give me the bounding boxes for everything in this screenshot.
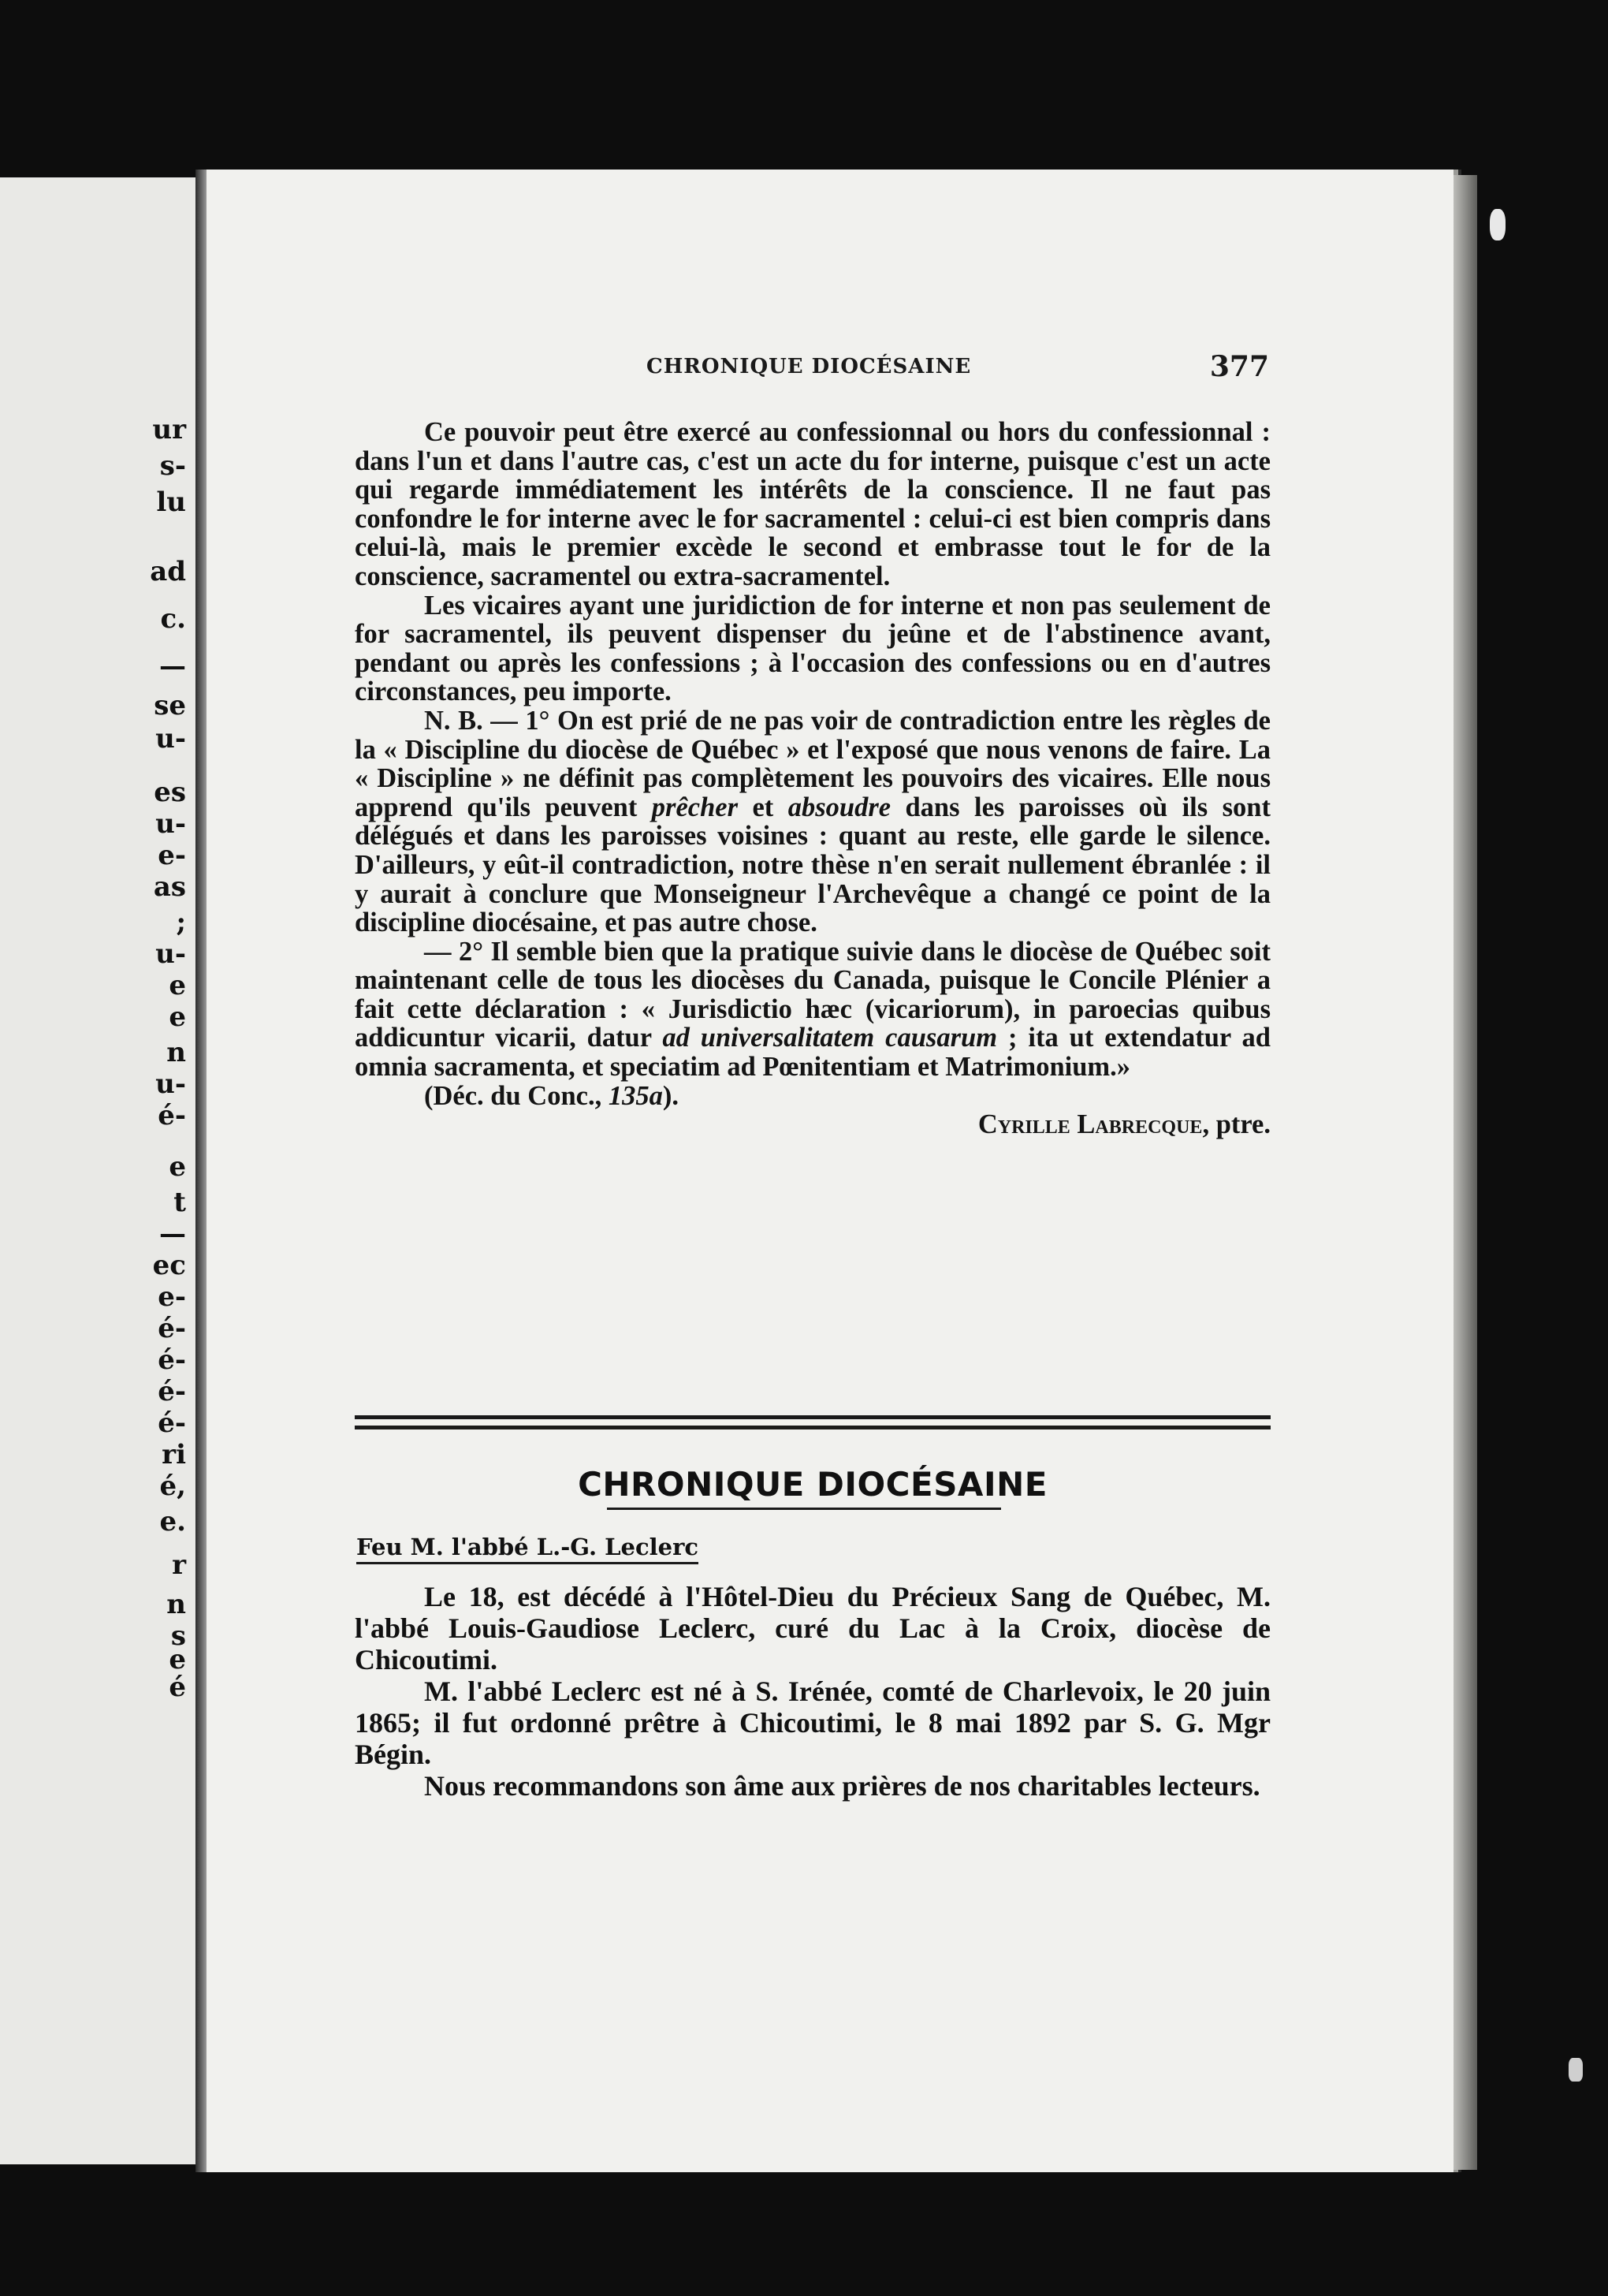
left-page-fragment: e — [169, 1151, 186, 1183]
nb-paragraph-2 — [355, 937, 1271, 1082]
left-page-fragment: ur — [152, 414, 186, 445]
left-page-fragment: se — [154, 690, 186, 721]
left-page-fragment: n — [166, 1037, 186, 1068]
article-body — [355, 418, 1271, 1139]
signature-name: Cyrille Labrecque — [977, 1109, 1203, 1140]
left-page-fragment: é- — [158, 1407, 186, 1439]
page-edge — [1454, 175, 1477, 2170]
nb2-text: ; ita ut extendatur ad omnia sacramenta, et speciatim ad Pœnitentiam et Matrimonium.» — [355, 1023, 1271, 1083]
obituary-body — [355, 1581, 1271, 1802]
left-page-fragment: u- — [155, 1068, 186, 1100]
left-page-fragment: — — [159, 650, 186, 682]
left-page-fragment: lu — [156, 486, 186, 518]
running-head — [646, 350, 1269, 386]
left-page-fragment: é- — [158, 1376, 186, 1407]
left-page-fragment: ec — [152, 1250, 186, 1281]
nb1-italic-precher: prêcher — [651, 792, 739, 822]
left-page-fragment: n — [166, 1589, 186, 1620]
divider-rule — [355, 1426, 1271, 1429]
signature-title: , ptre. — [1202, 1109, 1271, 1140]
left-page-fragment: u- — [155, 723, 186, 755]
citation — [355, 1082, 1271, 1111]
page-number: 377 — [1209, 350, 1269, 383]
section-title-underline — [607, 1508, 1001, 1510]
left-page-fragment: r — [172, 1549, 186, 1581]
obituary-heading: Feu M. l'abbé L.-G. Leclerc — [356, 1534, 698, 1564]
scan-smudge — [1490, 209, 1506, 240]
left-page-fragment: é- — [158, 1100, 186, 1131]
left-page-fragment: é- — [158, 1313, 186, 1344]
left-page-fragment: ri — [162, 1439, 186, 1470]
left-page-fragment: es — [154, 777, 186, 808]
left-page-fragment: c. — [160, 603, 186, 635]
left-page-fragment: e. — [159, 1506, 186, 1538]
left-page-fragment: ; — [176, 907, 186, 938]
nb2-italic: ad universalitatem causarum — [662, 1023, 998, 1053]
citation-text: ). — [662, 1080, 679, 1111]
left-page-fragment: e — [169, 1644, 186, 1675]
article-paragraph: Les vicaires ayant une juridiction de for interne et non pas seulement de for sacramentel, ils peuvent dispenser du jeûne et de l'abstinence avant, pendant ou après les confessions ; à l'occasion des confessions ou en d'autres circonstances, peu importe. — [355, 590, 1271, 707]
running-title: CHRONIQUE DIOCÉSAINE — [646, 355, 972, 378]
left-page-fragment: as — [153, 871, 186, 903]
citation-text: (Déc. du Conc., — [424, 1080, 609, 1111]
nb2-text: — 2° Il semble bien que la pratique suivie dans le diocèse de Québec soit maintenant celle de tous les diocèses du Canada, puisque le Concile Plénier a fait cette déclaration : « Jurisdictio hæc (vicariorum), in paroecias quibus addicuntur vicarii, datur — [355, 936, 1271, 1053]
left-page-fragment: ad — [150, 556, 186, 587]
nb1-text: dans les paroisses où ils sont délégués et dans les paroisses voisines : quant au reste, elle garde le silence. D'ailleurs, y eût-il contradiction, notre thèse n'en serait nullement ébranlée : il y aurait à conclure que Monseigneur l'Archevêque a changé ce point de la discipline diocésaine, et pas autre chose. — [355, 792, 1271, 938]
obituary-paragraph: M. l'abbé Leclerc est né à S. Irénée, comté de Charlevoix, le 20 juin 1865; il fut ordonné prêtre à Chicoutimi, le 8 mai 1892 par S. G. Mgr Bégin. — [355, 1675, 1271, 1770]
scan-mark — [1569, 2058, 1583, 2082]
left-page-fragment: e- — [158, 1281, 186, 1313]
divider-rule — [355, 1415, 1271, 1419]
obituary-paragraph: Nous recommandons son âme aux prières de nos charitables lecteurs. — [424, 1770, 1260, 1802]
left-page-fragment: e- — [158, 840, 186, 871]
left-page-fragment: u- — [155, 938, 186, 970]
citation-ref: 135a — [608, 1080, 663, 1111]
nb1-italic-absoudre: absoudre — [787, 792, 891, 822]
nb1-text: N. B. — 1° On est prié de ne pas voir de contradiction entre les règles de la « Discipline du diocèse de Québec » et l'exposé que nous venons de faire. La « Discipline » ne définit pas complètement les pouvoirs des vicaires. Elle nous apprend qu'ils peuvent — [355, 705, 1271, 822]
left-page-fragment: é, — [159, 1470, 186, 1502]
left-page-fragment: t — [173, 1187, 186, 1218]
left-page-fragment: e — [169, 1001, 186, 1033]
left-page-fragment: é- — [158, 1344, 186, 1376]
nb1-text: et — [738, 792, 788, 822]
left-page-fragment: s- — [159, 450, 186, 482]
obituary-paragraph: Le 18, est décédé à l'Hôtel-Dieu du Précieux Sang de Québec, M. l'abbé Louis-Gaudiose Leclerc, curé du Lac à la Croix, diocèse de Chicoutimi. — [355, 1581, 1271, 1675]
nb-paragraph-1 — [355, 706, 1271, 937]
left-page-fragment: s — [170, 1620, 186, 1652]
section-divider — [355, 1415, 1271, 1433]
left-page-fragment: — — [159, 1218, 186, 1250]
article-paragraph: Ce pouvoir peut être exercé au confessionnal ou hors du confessionnal : dans l'un et dans l'autre cas, c'est un acte du for interne, puisque c'est un acte qui regarde immédiatement les intérêts de la conscience. Il ne faut pas confondre le for interne avec le for sacramentel : celui-ci est bien compris dans celui-là, mais le premier excède le second et embrasse tout le for de la conscience, sacramentel ou extra-sacramentel. — [355, 417, 1271, 591]
section-title: CHRONIQUE DIOCÉSAINE — [578, 1465, 1048, 1504]
left-page — [0, 177, 198, 2164]
left-page-fragment: u- — [155, 808, 186, 840]
left-page-fragment: e — [169, 970, 186, 1001]
signature — [355, 1110, 1271, 1139]
left-page-fragment: é — [169, 1672, 186, 1703]
